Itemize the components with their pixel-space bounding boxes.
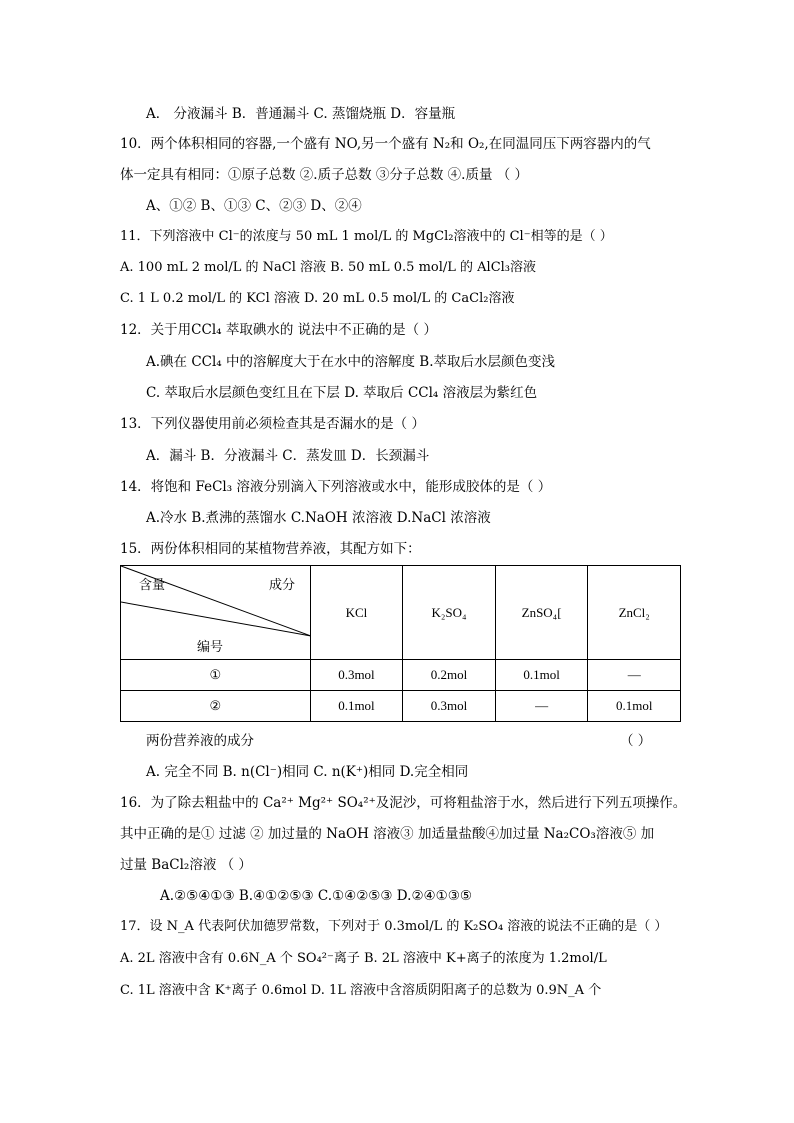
table-cell: — <box>495 691 588 722</box>
column-header: KCl <box>310 566 403 660</box>
q11-options-cd: C. 1 L 0.2 mol/L 的 KCl 溶液 D. 20 mL 0.5 mol/L 的 CaCl₂溶液 <box>120 291 515 306</box>
nutrient-table <box>120 565 681 722</box>
q16-stem-line3: 过量 BaCl₂溶液 （ ） <box>120 857 252 873</box>
q14-options: A.冷水 B.煮沸的蒸馏水 C.NaOH 浓溶液 D.NaCl 浓溶液 <box>146 510 491 526</box>
row-id: ① <box>121 660 311 691</box>
table-cell: 0.3mol <box>403 691 496 722</box>
header-number-label: 编号 <box>197 639 224 654</box>
table-cell: — <box>588 660 681 691</box>
q10-stem-line1: 10．两个体积相同的容器,一个盛有 NO,另一个盛有 N₂和 O₂,在同温同压下两容器内的气 <box>120 136 651 152</box>
table-cell: 0.1mol <box>495 660 588 691</box>
q14-stem: 14．将饱和 FeCl₃ 溶液分别滴入下列溶液或水中，能形成胶体的是（ ） <box>120 479 552 495</box>
q9-options: A． 分液漏斗 B．普通漏斗 C. 蒸馏烧瓶 D．容量瓶 <box>146 106 456 122</box>
q17-options-cd: C. 1L 溶液中含 K⁺离子 0.6mol D. 1L 溶液中含溶质阴阳离子的总数为 0.9N_A 个 <box>120 983 602 998</box>
q17-stem: 17．设 N_A 代表阿伏加德罗常数，下列对于 0.3mol/L 的 K₂SO₄ 溶液的说法不正确的是（ ） <box>120 919 668 934</box>
q13-options: A．漏斗 B．分液漏斗 C．蒸发皿 D．长颈漏斗 <box>146 448 430 464</box>
q17-options-ab: A. 2L 溶液中含有 0.6N_A 个 SO₄²⁻离子 B. 2L 溶液中 K+离子的浓度为 1.2mol/L <box>120 951 607 966</box>
q15-stem: 15．两份体积相同的某植物营养液，其配方如下： <box>120 541 421 557</box>
q10-stem-line2: 体一定具有相同：①原子总数 ②.质子总数 ③分子总数 ④.质量 （ ） <box>120 167 529 183</box>
q12-options-cd: C. 萃取后水层颜色变红且在下层 D. 萃取后 CCl₄ 溶液层为紫红色 <box>146 385 538 401</box>
row-id: ② <box>121 691 311 722</box>
q16-stem-line1: 16．为了除去粗盐中的 Ca²⁺ Mg²⁺ SO₄²⁺及泥沙，可将粗盐溶于水，然后进行下列五项操作。 <box>120 795 687 811</box>
q15-answer-paren: （ ） <box>620 733 652 749</box>
table-cell: 0.3mol <box>310 660 403 691</box>
q11-options-ab: A. 100 mL 2 mol/L 的 NaCl 溶液 B. 50 mL 0.5 mol/L 的 AlCl₃溶液 <box>120 260 537 275</box>
header-content-label: 含量 <box>139 577 166 592</box>
q15-question: 两份营养液的成分 <box>146 733 254 749</box>
q10-options: A、①② B、①③ C、②③ D、②④ <box>146 198 362 214</box>
column-header: K₂SO₄ <box>403 566 496 660</box>
table-cell: 0.1mol <box>588 691 681 722</box>
header-component-label: 成分 <box>269 577 296 592</box>
table-cell: 0.2mol <box>403 660 496 691</box>
column-header: ZnSO₄[ <box>495 566 588 660</box>
q15-options: A. 完全不同 B. n(Cl⁻)相同 C. n(K⁺)相同 D.完全相同 <box>146 764 469 780</box>
table-cell: 0.1mol <box>310 691 403 722</box>
q16-options: A.②⑤④①③ B.④①②⑤③ C.①④②⑤③ D.②④①③⑤ <box>160 888 472 904</box>
table-row <box>121 691 681 722</box>
q13-stem: 13．下列仪器使用前必须检查其是否漏水的是（ ） <box>120 416 425 432</box>
table-header-diagonal-cell <box>121 566 311 660</box>
q12-stem: 12．关于用CCl₄ 萃取碘水的 说法中不正确的是（ ） <box>120 322 437 338</box>
column-header: ZnCl₂ <box>588 566 681 660</box>
q12-options-ab: A.碘在 CCl₄ 中的溶解度大于在水中的溶解度 B.萃取后水层颜色变浅 <box>146 354 556 370</box>
q16-stem-line2: 其中正确的是① 过滤 ② 加过量的 NaOH 溶液③ 加适量盐酸④加过量 Na₂CO₃溶液⑤ 加 <box>120 826 655 842</box>
table-row <box>121 660 681 691</box>
q11-stem: 11．下列溶液中 Cl⁻的浓度与 50 mL 1 mol/L 的 MgCl₂溶液中的 Cl⁻相等的是（ ） <box>120 229 613 244</box>
